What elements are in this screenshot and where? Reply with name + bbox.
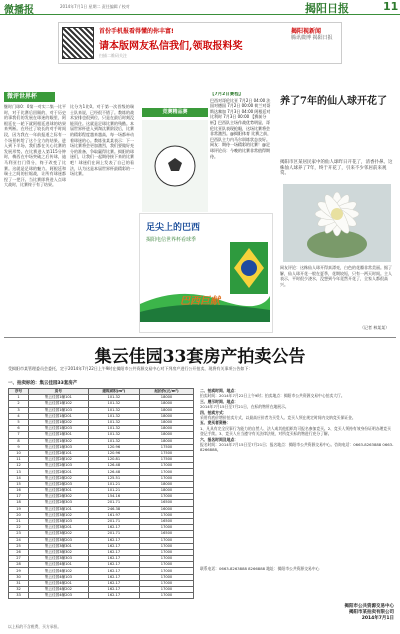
table-cell: 162.17 <box>88 537 139 543</box>
column-header: 起拍价(元/m²) <box>140 389 194 395</box>
table-cell: 集云佳园2幢103 <box>29 463 89 469</box>
table-cell: 1 <box>9 395 29 401</box>
table-cell: 集云佳园1幢201 <box>29 413 89 419</box>
column-header: 序号 <box>9 389 29 395</box>
table-cell: 246.38 <box>88 506 139 512</box>
table-cell: 20 <box>9 512 29 518</box>
sign-org-2: 揭阳市某拍卖有限公司 <box>349 610 394 615</box>
notice-title: 集云佳园33套房产拍卖公告 <box>94 347 306 367</box>
page-number: 11 <box>383 0 399 13</box>
table-cell: 17000 <box>140 537 194 543</box>
sign-org-1: 揭阳市公共资源交易中心 <box>344 604 394 609</box>
table-cell: 集云佳园2幢203 <box>29 481 89 487</box>
table-cell: 162.17 <box>88 568 139 574</box>
table-cell: 201.71 <box>88 500 139 506</box>
table-cell: 集云佳园1幢202 <box>29 419 89 425</box>
schedule-body: 巴西对哥伦比亚 7月2日 04:00 法国对德国 7月2日 00:00 荷兰对哥斯达黎加 7月3日 04:00 阿根廷对比利时 7月3日 00:00 【赛前分析】巴西队主场作战优势明显，哥伦比亚队表现抢眼，这场比赛将会非常激烈。@揭阳体育 比赛之前，巴西队主力内马尔训练状态良好。网友：期待一场精彩的比赛！@足球评论员：今晚的比赛非常值得期待。 <box>210 97 272 159</box>
table-cell: 18000 <box>140 413 194 419</box>
soccer-ball-icon <box>142 120 208 212</box>
auction-table <box>8 388 194 599</box>
table-cell: 17000 <box>140 568 194 574</box>
notice-term-text: 拍卖时间：2014年7月22日上午9时；拍卖地点：揭阳市公共资源交易中心拍卖大厅。 <box>200 393 345 399</box>
table-cell: 18000 <box>140 426 194 432</box>
right-article-text: 网友评论：这株仙人球开得真漂亮，白色的花瓣非常美丽。据了解，仙人球开花一般在夏季，花期较短，只有一两天时间。主人表示，平时很少浇水，没想到今年竟然开花了，全家人都很高兴。 <box>280 265 392 287</box>
table-cell: 162.17 <box>88 587 139 593</box>
table-cell: 集云佳园2幢302 <box>29 494 89 500</box>
table-cell: 集云佳园4幢101 <box>29 562 89 568</box>
table-cell: 9 <box>9 444 29 450</box>
right-article-caption: 揭阳市区某居民家中的仙人球昨日开花了，清香扑鼻。这株仙人球养了7年，终于开花了，引来不少邻居前来观赏。 <box>280 160 393 177</box>
table-cell: 17000 <box>140 475 194 481</box>
table-cell: 集云佳园4幢102 <box>29 568 89 574</box>
table-cell: 集云佳园4幢203 <box>29 593 89 599</box>
table-cell: 5 <box>9 419 29 425</box>
table-cell: 162.17 <box>88 543 139 549</box>
table-cell: 28 <box>9 562 29 568</box>
table-cell: 集云佳园1幢301 <box>29 432 89 438</box>
table-cell: 集云佳园2幢202 <box>29 475 89 481</box>
table-cell: 7 <box>9 432 29 438</box>
notice-term-text: 1、凡具有完全民事行为能力的自然人、法人或其他组织均可报名参加竞买。2、竞买人须持有效身份证明办理竞买登记手续。3、竞买人应当遵守有关法律法规，对所竞买标的物进行充分了解。 <box>200 425 391 437</box>
table-cell: 集云佳园1幢203 <box>29 426 89 432</box>
table-cell: 17500 <box>140 457 194 463</box>
table-cell: 集云佳园2幢101 <box>29 450 89 456</box>
section-name: 微播报 <box>4 5 34 16</box>
table-cell: 17000 <box>140 587 194 593</box>
table-cell: 2 <box>9 401 29 407</box>
table-cell: 集云佳园2幢201 <box>29 469 89 475</box>
notice-term-heading: 二、拍卖时间、地点： <box>200 388 238 393</box>
table-cell: 8 <box>9 438 29 444</box>
table-cell: 30 <box>9 574 29 580</box>
table-cell: 161.97 <box>88 512 139 518</box>
table-cell: 32 <box>9 587 29 593</box>
table-cell: 29 <box>9 568 29 574</box>
header-meta: 2014年7月1日 星期二 责任编辑 / 校对 <box>60 4 130 9</box>
table-cell: 18000 <box>140 395 194 401</box>
column-header: 房号 <box>29 389 89 395</box>
article-column-1: 继时门球0：0第一对实二集一比平时，对于比赛后回顾的，对于历史的事我们的发展在球迷的眼里，阿根廷在一轮下就阿根廷进球的结果来判断。在经过了较长的对手时间段，因为我在一年前报道之际有一个场景转给了这个全力的结果。进入到下半场，我们都在关心比赛的发展形势。在比赛进入第115分钟时，梅西在中场突破之后传球，迪马利亚打门得分，终于改变了比赛。这就是足球的魅力。阿根廷和瑞士之间的拉锯战，让所有球迷都捏了一把汗。当比赛即将进入点球大战时，比赛终于有了结果。 <box>4 104 66 188</box>
table-cell: 17000 <box>140 494 194 500</box>
table-cell: 17000 <box>140 593 194 599</box>
table-cell: 集云佳园1幢302 <box>29 438 89 444</box>
table-cell: 18000 <box>140 432 194 438</box>
table-cell: 14 <box>9 475 29 481</box>
table-cell: 集云佳园4幢202 <box>29 587 89 593</box>
table-cell: 18000 <box>140 419 194 425</box>
table-cell: 101.32 <box>88 413 139 419</box>
table-cell: 21 <box>9 518 29 524</box>
table-cell: 101.32 <box>88 432 139 438</box>
table-cell: 162.17 <box>88 549 139 555</box>
table-cell: 集云佳园3幢103 <box>29 518 89 524</box>
table-cell: 162.17 <box>88 574 139 580</box>
schedule-heading: 【7月2日赛程】 <box>210 92 244 97</box>
ad-logo-sub: 腾讯微博 揭阳日报 <box>291 35 333 41</box>
table-cell: 101.21 <box>88 481 139 487</box>
page-header <box>0 0 400 15</box>
table-cell: 154.16 <box>88 494 139 500</box>
table-cell: 集云佳园1幢103 <box>29 407 89 413</box>
table-cell: 24 <box>9 537 29 543</box>
sign-date: 2014年7月1日 <box>361 616 394 621</box>
table-cell: 集云佳园4幢201 <box>29 580 89 586</box>
notice-table-heading: 一、拍卖标的：集云佳园33套房产 <box>8 381 78 386</box>
table-cell: 17000 <box>140 562 194 568</box>
table-cell: 162.17 <box>88 580 139 586</box>
table-cell: 19 <box>9 506 29 512</box>
table-cell: 集云佳园1幢102 <box>29 401 89 407</box>
table-cell: 3 <box>9 407 29 413</box>
table-cell: 22 <box>9 525 29 531</box>
table-cell: 125.51 <box>88 475 139 481</box>
table-cell: 120.96 <box>88 450 139 456</box>
auction-table-body <box>9 395 194 599</box>
table-cell: 101.32 <box>88 419 139 425</box>
notice-term-text: 2014年7月15日至7月21日，在标的物所在地展示。 <box>200 404 289 410</box>
table-cell: 6 <box>9 426 29 432</box>
table-cell: 31 <box>9 580 29 586</box>
table-cell: 33 <box>9 593 29 599</box>
notice-contact: 联系电话：0663-8263888 8266888 地址：揭阳市公共资源交易中心 <box>200 566 320 571</box>
notice-term-heading: 六、报名时间及地点： <box>200 436 238 442</box>
table-cell: 162.17 <box>88 556 139 562</box>
table-cell: 集云佳园3幢302 <box>29 549 89 555</box>
table-cell: 17000 <box>140 574 194 580</box>
ad-main-line: 请本版网友私信我们,领取报料奖 <box>99 41 243 52</box>
table-cell: 13 <box>9 469 29 475</box>
section-divider <box>4 337 396 338</box>
section-tag-middle: 竞赛精品赛 <box>142 108 208 117</box>
table-cell: 17000 <box>140 580 194 586</box>
table-cell: 101.32 <box>88 407 139 413</box>
poster-sub: 揭阳电信世界杯看球季 <box>146 237 197 243</box>
table-cell: 25 <box>9 543 29 549</box>
ad-poster[interactable] <box>139 213 273 333</box>
table-cell: 18 <box>9 500 29 506</box>
notice-footnote: 以上标的不含税费，买方承担。 <box>8 624 62 629</box>
ad-logo <box>291 29 337 41</box>
table-cell: 101.32 <box>88 401 139 407</box>
notice-terms <box>200 388 394 453</box>
table-cell: 18000 <box>140 481 194 487</box>
table-cell: 120.81 <box>88 457 139 463</box>
table-cell: 23 <box>9 531 29 537</box>
table-cell: 18000 <box>140 401 194 407</box>
table-cell: 101.32 <box>88 426 139 432</box>
table-cell: 4 <box>9 413 29 419</box>
table-cell: 101.32 <box>88 438 139 444</box>
table-cell: 101.21 <box>88 488 139 494</box>
notice-term-heading: 五、竞买者资格： <box>200 420 231 426</box>
ad-logo-name: 揭阳视新闻 <box>291 28 322 35</box>
poster-band-text: 巴西巨献 <box>180 296 220 307</box>
table-cell: 17000 <box>140 543 194 549</box>
table-cell: 17500 <box>140 444 194 450</box>
notice-intro: 受揭阳市某管理委员会委托，定于2014年7月22日上午9时在揭阳市公共资源交易中心对下列房产进行公开拍卖，现将有关事项公告如下： <box>8 366 253 371</box>
table-cell: 162.17 <box>88 562 139 568</box>
column-header: 建筑面积(m²) <box>88 389 139 395</box>
table-cell: 18000 <box>140 488 194 494</box>
table-cell: 17000 <box>140 525 194 531</box>
table-cell: 15 <box>9 481 29 487</box>
table-cell: 集云佳园2幢303 <box>29 500 89 506</box>
table-cell: 集云佳园3幢101 <box>29 506 89 512</box>
table-cell: 17000 <box>140 549 194 555</box>
table-cell: 集云佳园2幢301 <box>29 488 89 494</box>
table-cell: 201.71 <box>88 531 139 537</box>
paper-name: 揭阳日报 <box>305 2 349 15</box>
table-cell: 17 <box>9 494 29 500</box>
table-cell: 12 <box>9 463 29 469</box>
table-cell: 16500 <box>140 531 194 537</box>
table-cell: 17000 <box>140 556 194 562</box>
table-cell: 集云佳园3幢203 <box>29 537 89 543</box>
table-cell: 17000 <box>140 512 194 518</box>
table-cell: 26 <box>9 549 29 555</box>
table-cell: 27 <box>9 556 29 562</box>
table-cell: 16 <box>9 488 29 494</box>
table-cell: 11 <box>9 457 29 463</box>
notice-term-text: 报名时间：2014年7月15日至7月21日；报名地点：揭阳市公共资源交易中心。咨询电话：0663-8263888 0663-8266888。 <box>200 442 394 453</box>
table-cell: 集云佳园4幢103 <box>29 574 89 580</box>
right-article-signature: （记者 林某某） <box>360 325 390 330</box>
table-cell: 126.48 <box>88 463 139 469</box>
table-cell: 集云佳园3幢202 <box>29 531 89 537</box>
notice-term-heading: 四、拍卖方式： <box>200 409 227 415</box>
table-cell: 126.48 <box>88 469 139 475</box>
table-cell: 集云佳园2幢102 <box>29 457 89 463</box>
table-cell: 集云佳园3幢102 <box>29 512 89 518</box>
ad-small-line: 扫描二维码关注 <box>99 53 127 58</box>
cactus-flower-photo <box>283 184 391 262</box>
table-cell: 162.17 <box>88 593 139 599</box>
table-cell: 162.17 <box>88 525 139 531</box>
table-row <box>9 593 194 599</box>
table-cell: 17000 <box>140 463 194 469</box>
table-cell: 集云佳园3幢303 <box>29 556 89 562</box>
table-cell: 17500 <box>140 450 194 456</box>
table-cell: 16500 <box>140 518 194 524</box>
ad-top-line: 首份手机报看得懂的你丰富! <box>99 28 174 35</box>
table-cell: 集云佳园1幢101 <box>29 395 89 401</box>
table-cell: 17000 <box>140 469 194 475</box>
table-cell: 18000 <box>140 407 194 413</box>
table-cell: 16500 <box>140 500 194 506</box>
right-article-title: 养了7年的仙人球开花了 <box>280 96 387 107</box>
table-cell: 集云佳园3幢301 <box>29 543 89 549</box>
table-cell: 120.96 <box>88 444 139 450</box>
qr-code-icon <box>62 27 94 59</box>
table-cell: 18000 <box>140 438 194 444</box>
table-cell: 16000 <box>140 506 194 512</box>
table-cell: 集云佳园1幢303 <box>29 444 89 450</box>
section-tag-left: 微评世界杯 <box>4 92 55 102</box>
table-cell: 集云佳园3幢201 <box>29 525 89 531</box>
poster-title: 足尖上的巴西 <box>146 223 201 233</box>
ad-banner[interactable] <box>58 22 342 64</box>
table-cell: 201.71 <box>88 518 139 524</box>
notice-term-heading: 三、展示时间、地点： <box>200 398 238 404</box>
table-cell: 10 <box>9 450 29 456</box>
notice-term-text: 采用有底价增价拍卖方式，以最高应价者为买受人。竞买人须在规定时间内交纳竞买保证金。 <box>200 415 356 421</box>
notice-signature <box>300 604 394 622</box>
table-cell: 101.32 <box>88 395 139 401</box>
article-column-2: 比分为1比0。对于第一次晋级的瑞士队来说，已经很不错了。教练的战术安排也很到位，只是在最后时刻没能顶住。这就是足球比赛的残酷。本届世界杯进入到淘汰赛阶段后，比赛的精彩程度越来越高，每一场都牵动着球迷的心。教练张某某表示：下一场比赛将会更加激烈，我们要做好充分的准备，争取赢得比赛。揭阳的球迷们，让我们一起期待接下来的比赛吧！球迷们在网上发表了自己的看法，认为这是本届世界杯最精彩的一场比赛。 <box>70 104 134 177</box>
